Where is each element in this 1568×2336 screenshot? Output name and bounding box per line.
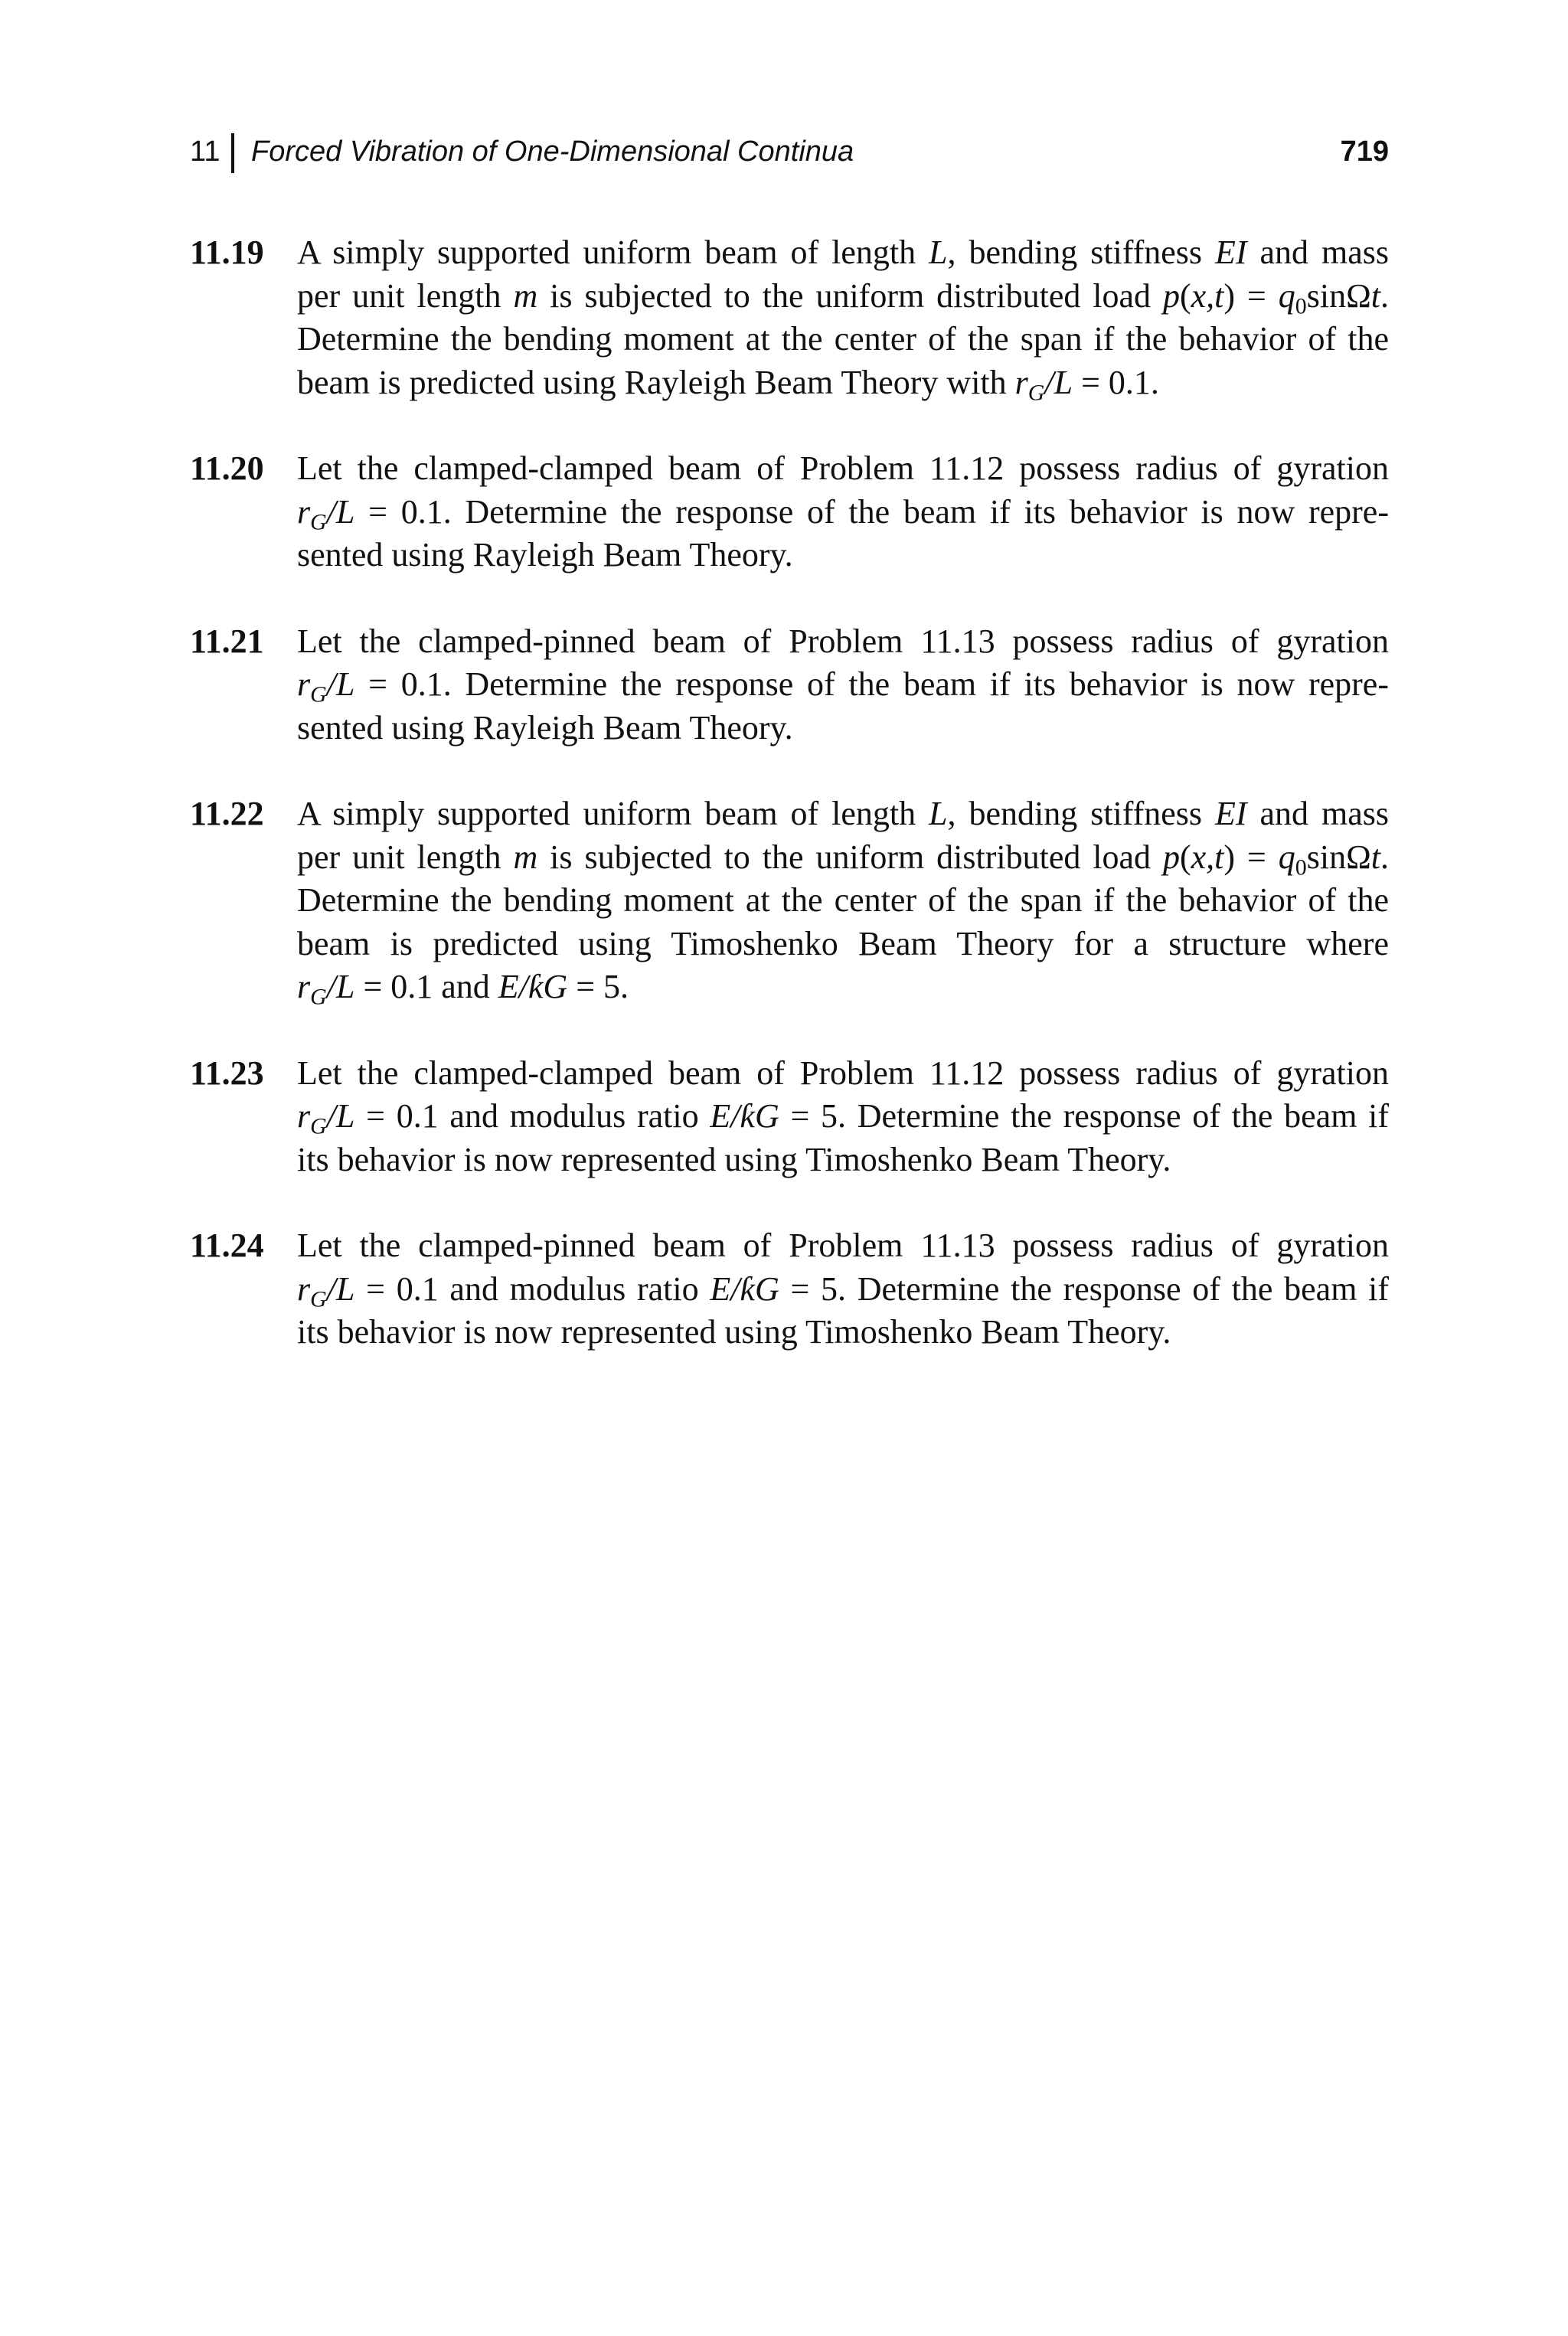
problem-text-line: $r_G/L = 0.1$ and modulus ratio E/ƙG = 5. Determine the response of the beam if	[297, 1269, 1390, 1312]
problem-text-line: sented using Rayleigh Beam Theory.	[297, 536, 793, 573]
problem-text	[297, 620, 1389, 750]
problem-text-line: $r_G/L = 0.1$ and modulus ratio E/ƙG = 5. Determine the response of the beam if	[297, 1097, 1390, 1139]
problem-text-line: its behavior is now represented using Timoshenko Beam Theory.	[297, 1140, 1171, 1178]
problem-number: 11.23	[190, 1054, 264, 1092]
chapter-title: Forced Vibration of One-Dimensional Continua	[251, 136, 854, 168]
problem-list	[190, 231, 1389, 1397]
problem-item	[190, 620, 1389, 750]
problem-text-line: per unit length m is subjected to the uniform distributed load $p(x,t) = q_0\sin\Omega t$.	[297, 276, 1390, 319]
problem-text-line: sented using Rayleigh Beam Theory.	[297, 708, 793, 747]
problem-item	[190, 792, 1389, 1009]
problem-text-line: beam is predicted using Rayleigh Beam Theory with $r_G/L = 0.1$.	[297, 363, 1159, 405]
problem-text-line: per unit length m is subjected to the uniform distributed load $p(x,t) = q_0\sin\Omega t$.	[297, 838, 1390, 880]
problem-number: 11.21	[190, 622, 264, 660]
problem-text-line: $r_G/L = 0.1$. Determine the response of the beam if its behavior is now repre-	[297, 492, 1389, 534]
problem-text	[297, 231, 1389, 404]
problem-item	[190, 447, 1389, 577]
header-divider	[231, 133, 234, 173]
problem-text-line: beam is predicted using Timoshenko Beam Theory for a structure where	[297, 924, 1389, 962]
problem-text-line: Let the clamped-clamped beam of Problem 11.12 possess radius of gyration	[297, 1054, 1389, 1092]
problem-item	[190, 1052, 1389, 1182]
problem-text-line: its behavior is now represented using Timoshenko Beam Theory.	[297, 1313, 1171, 1351]
problem-text	[297, 1224, 1389, 1354]
problem-text-line: Determine the bending moment at the center of the span if the behavior of the	[297, 320, 1389, 358]
problem-number: 11.20	[190, 449, 264, 487]
problem-number: 11.24	[190, 1227, 264, 1264]
page-number: 719	[1340, 136, 1389, 168]
chapter-number: 11	[190, 136, 220, 168]
problem-text	[297, 792, 1389, 1009]
running-header	[190, 129, 1389, 175]
problem-text	[297, 447, 1389, 577]
problem-number: 11.19	[190, 234, 264, 271]
problem-text-line: Let the clamped-pinned beam of Problem 11.13 possess radius of gyration	[297, 1227, 1389, 1264]
problem-text-line: Determine the bending moment at the center of the span if the behavior of the	[297, 881, 1389, 919]
problem-number: 11.22	[190, 795, 264, 832]
problem-text-line: $r_G/L = 0.1$. Determine the response of the beam if its behavior is now repre-	[297, 665, 1389, 707]
problem-text-line: Let the clamped-pinned beam of Problem 11.13 possess radius of gyration	[297, 622, 1389, 660]
problem-text-line: $r_G/L = 0.1$ and E/ƙG = 5.	[297, 968, 629, 1010]
problem-item	[190, 1224, 1389, 1354]
problem-text-line: A simply supported uniform beam of length L, bending stiffness EI and mass	[297, 234, 1389, 271]
problem-item	[190, 231, 1389, 404]
problem-text-line: Let the clamped-clamped beam of Problem 11.12 possess radius of gyration	[297, 449, 1389, 487]
problem-text-line: A simply supported uniform beam of length L, bending stiffness EI and mass	[297, 795, 1389, 832]
problem-text	[297, 1052, 1389, 1182]
